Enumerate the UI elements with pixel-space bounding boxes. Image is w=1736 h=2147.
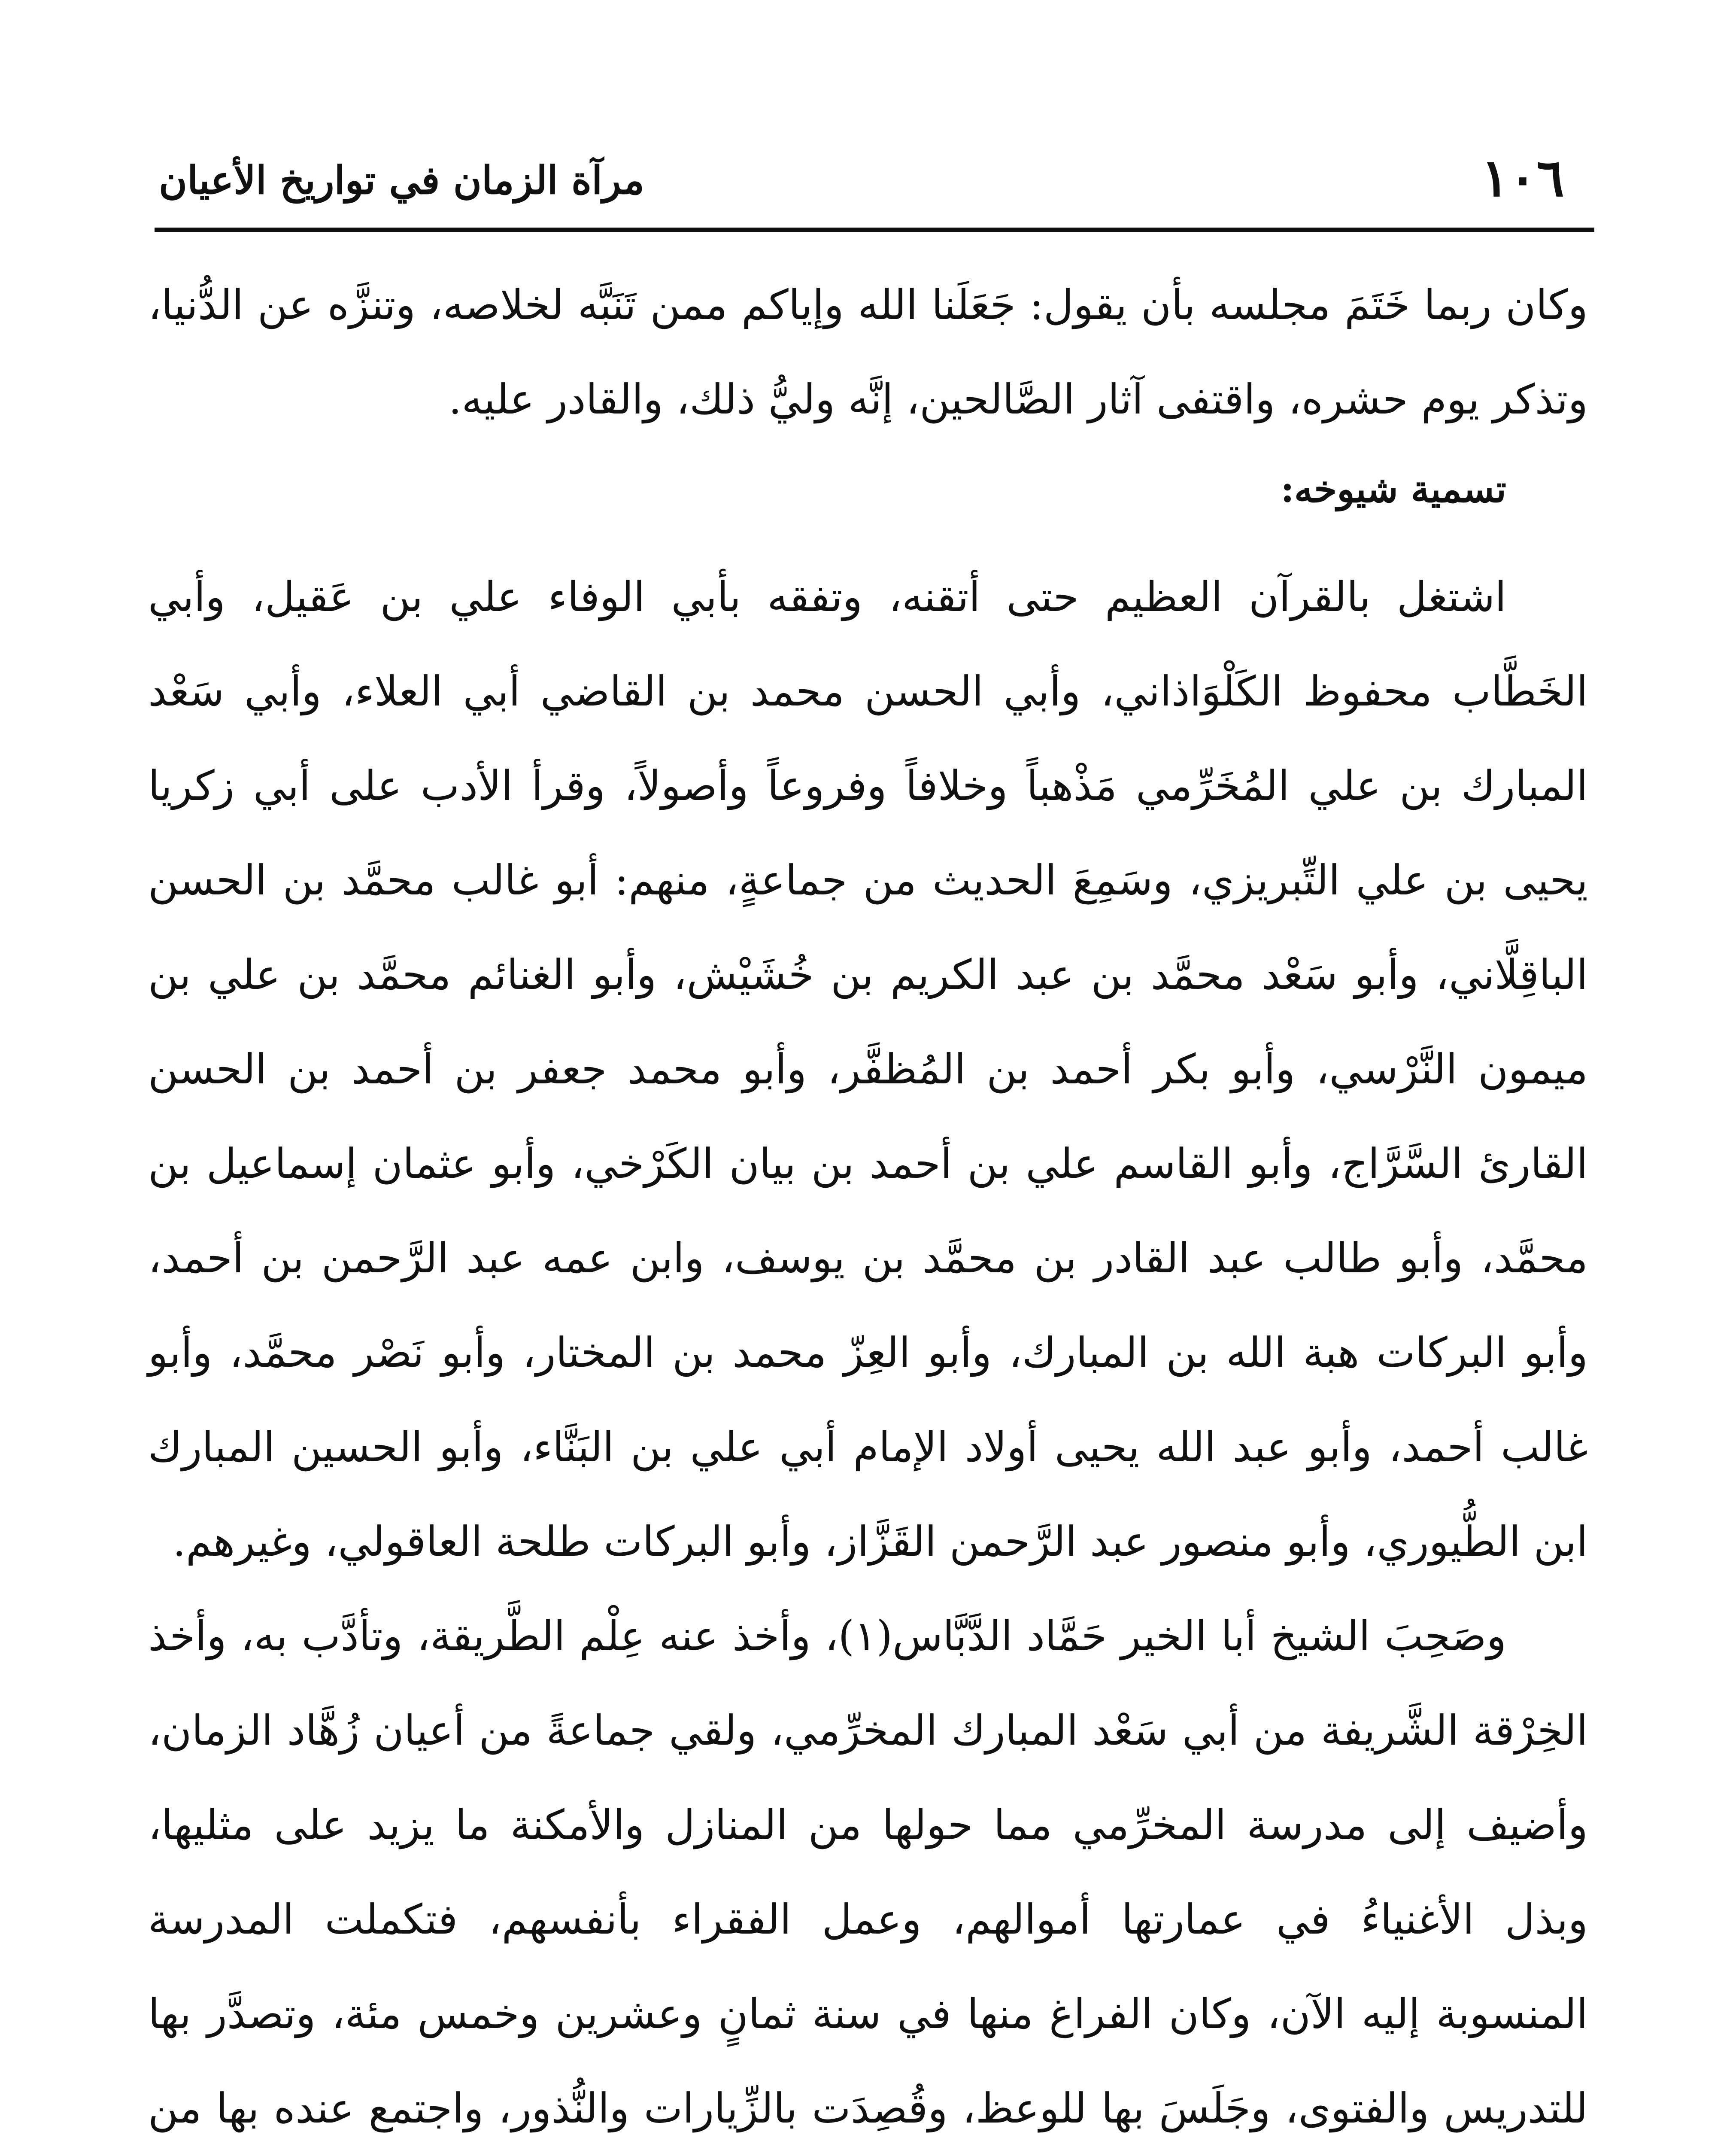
page-number: ١٠٦ [1481,148,1564,208]
companionship-paragraph: وصَحِبَ الشيخ أبا الخير حَمَّاد الدَّبَّاس(١)، وأخذ عنه عِلْم الطَّريقة، وتأدَّب به، وأخذ الخِرْقة الشَّريفة من أبي سَعْد المبارك المخرِّمي، ولقي جماعةً من أعيان زُهَّاد الزمان، وأضيف إلى مدرسة المخرِّمي مما حولها من المنازل والأمكنة ما يزيد على مثليها، وبذل الأغنياءُ في عمارتها أموالهم، وعمل الفقراء بأنفسهم، فتكملت المدرسة المنسوبة إليه الآن، وكان الفراغ منها في سنة ثمانٍ وعشرين وخمس مئة، وتصدَّر بها للتدريس والفتوى، وجَلَسَ بها للوعظ، وقُصِدَت بالزِّيارات والنُّذور، واجتمع عنده بها من [148,1612,1588,2132]
running-title: مرآة الزمان في تواريخ الأعيان [159,158,645,203]
section-heading: تسمية شيوخه: [1281,468,1506,511]
page-header [155,142,1594,232]
heading-spacing [148,532,1588,550]
main-text [148,258,1588,2147]
opening-paragraph: وكان ربما خَتَمَ مجلسه بأن يقول: جَعَلَنا الله وإياكم ممن تَنَبَّه لخلاصه، وتنزَّه عن الدُّنيا، وتذكر يوم حشره، واقتفى آثار الصَّالحين، إنَّه وليُّ ذلك، والقادر عليه. [148,281,1588,423]
teachers-paragraph: اشتغل بالقرآن العظيم حتى أتقنه، وتفقه بأبي الوفاء علي بن عَقيل، وأبي الخَطَّاب محفوظ الكَلْوَاذاني، وأبي الحسن محمد بن القاضي أبي العلاء، وأبي سَعْد المبارك بن علي المُخَرِّمي مَذْهباً وخلافاً وفروعاً وأصولاً، وقرأ الأدب على أبي زكريا يحيى بن علي التِّبريزي، وسَمِعَ الحديث من جماعةٍ، منهم: أبو غالب محمَّد بن الحسن الباقِلَّاني، وأبو سَعْد محمَّد بن عبد الكريم بن خُشَيْش، وأبو الغنائم محمَّد بن علي بن ميمون النَّرْسي، وأبو بكر أحمد بن المُظفَّر، وأبو محمد جعفر بن أحمد بن الحسن القارئ السَّرَّاج، وأبو القاسم علي بن أحمد بن بيان الكَرْخي، وأبو عثمان إسماعيل بن محمَّد، وأبو طالب عبد القادر بن محمَّد بن يوسف، وابن عمه عبد الرَّحمن بن أحمد، وأبو البركات هبة الله بن المبارك، وأبو العِزّ محمد بن المختار، وأبو نَصْر محمَّد، وأبو غالب أحمد، وأبو عبد الله يحيى أولاد الإمام أبي علي بن البَنَّاء، وأبو الحسين المبارك ابن الطُّيوري، وأبو منصور عبد الرَّحمن القَزَّاز، وأبو البركات طلحة العاقولي، وغيرهم. [148,573,1588,1566]
